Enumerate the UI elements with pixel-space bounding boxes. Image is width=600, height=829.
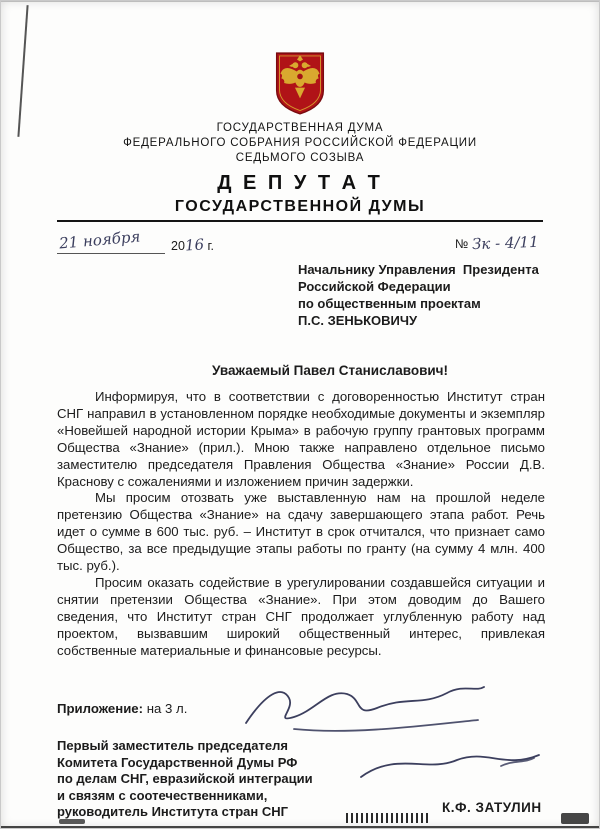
number-label: № <box>454 237 469 251</box>
russia-coat-of-arms-icon <box>272 49 328 117</box>
attachment-note <box>57 701 187 716</box>
body-paragraph: Мы просим отозвать уже выставленную нам на прошлой неделе претензию Общества «Знание» на сдачу завершающего этапа работ. Речь идет о сумме в 600 тыс. руб. – Институт в срок отчитался, что признает само Общество, за все предыдущие этапы работы по гранту (на сумму 4 млн. 400 тыс. руб.). <box>57 490 545 574</box>
deputy-title: Д Е П У Т А Т <box>217 172 383 194</box>
salutation: Уважаемый Павел Станиславович! <box>211 363 449 378</box>
org-name-line3: СЕДЬМОГО СОЗЫВА <box>235 152 365 164</box>
signatory-name: К.Ф. ЗАТУЛИН <box>442 800 542 815</box>
scan-edge-bottom <box>1 826 599 828</box>
signatory-position-line: и связям с соотечественниками, <box>57 787 268 803</box>
addressee-line: Начальнику Управления Президента <box>298 262 539 277</box>
letter-body <box>57 389 545 660</box>
date-field <box>57 227 214 255</box>
signature-scribble-secondary <box>353 741 548 793</box>
org-name-line2: ФЕДЕРАЛЬНОГО СОБРАНИЯ РОССИЙСКОЙ ФЕДЕРАЦИИ <box>123 137 477 149</box>
scan-edge-top <box>1 1 599 2</box>
year-suffix: г. <box>207 239 214 253</box>
attachment-value: на 3 л. <box>146 701 188 716</box>
addressee-block <box>298 261 539 329</box>
scan-artifact-bottom-right <box>561 813 589 824</box>
signatory-position-line: руководитель Института стран СНГ <box>57 804 289 820</box>
body-paragraph: Информируя, что в соответствии с договоренностью Институт стран СНГ направил в установленном порядке необходимые документы и экземпляр «Новейшей народной истории Крыма» в рабочую группу грантовых программ Общества «Знание» (прил.). Мною также направлено отдельное письмо заместителю председателя Правления Общества «Знание» России Д.В. Краснову с сожалениями и изложением причин задержки. <box>57 389 545 489</box>
date-blank-line <box>57 227 165 254</box>
attachment-label: Приложение: <box>57 701 144 716</box>
deputy-subtitle: ГОСУДАРСТВЕННОЙ ДУМЫ <box>174 198 426 215</box>
handwritten-year: 16 <box>184 235 205 255</box>
barcode-artifact <box>346 813 431 823</box>
signatory-position-line: Комитета Государственной Думы РФ <box>57 754 298 770</box>
signature-scribble-main <box>236 677 491 737</box>
signatory-position-line: Первый заместитель председателя <box>57 738 288 753</box>
handwritten-number: Зк - 4/11 <box>472 232 540 254</box>
number-field <box>455 234 539 252</box>
body-paragraph: Просим оказать содействие в урегулировании создавшейся ситуации и снятии претензии Общества «Знание». При этом доводим до Вашего сведения, что Институт стран СНГ продолжает углубленную работу над проектом, вызвавшим широкий общественный интерес, привлекая собственные материальные и финансовые ресурсы. <box>57 574 545 658</box>
letterhead-divider <box>57 220 543 222</box>
date-number-line <box>57 227 543 258</box>
year-printed: 20 <box>171 239 185 253</box>
addressee-line: Российской Федерации <box>298 279 451 294</box>
org-name-line1: ГОСУДАРСТВЕННАЯ ДУМА <box>216 122 384 134</box>
signatory-position-block <box>57 738 313 821</box>
signatory-position-line: по делам СНГ, евразийской интеграции <box>57 771 313 787</box>
handwritten-date: 21 ноября <box>58 227 142 253</box>
scan-artifact-left-line <box>17 5 28 137</box>
addressee-line: П.С. ЗЕНЬКОВИЧУ <box>298 313 418 328</box>
addressee-line: по общественным проектам <box>298 296 481 311</box>
